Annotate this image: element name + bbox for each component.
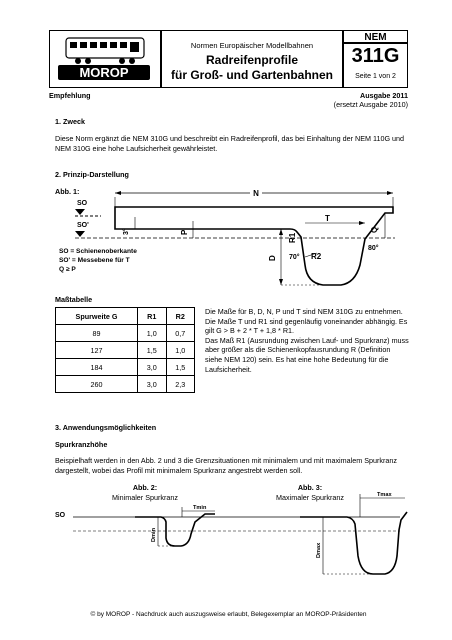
- cell-g: 89: [56, 325, 138, 342]
- tmax-label: Tmax: [377, 492, 392, 498]
- nem-label: NEM: [364, 32, 387, 43]
- dim-p: P: [180, 229, 189, 235]
- so2-marker: [75, 231, 85, 237]
- cell-g: 260: [56, 376, 138, 393]
- section-3-text: Beispielhaft werden in den Abb. 2 und 3 die Grenzsituationen mit minimalem und mit maximalem Spurkranz dargestellt, wobei das Profil mit minimalem Spurkranz angestrebt werden soll.: [55, 456, 397, 475]
- legend-so2: SO' = Messebene für T: [59, 257, 130, 264]
- page-title: Radreifenprofile: [205, 53, 298, 67]
- cell-g: 184: [56, 359, 138, 376]
- dmin-label: Dmin: [151, 528, 157, 542]
- dim-q: Q: [370, 226, 379, 233]
- radius-2: R2: [311, 252, 322, 261]
- table-row: [56, 342, 195, 359]
- header-r2: R2: [166, 308, 195, 325]
- legend-so: SO = Schienenoberkante: [59, 248, 137, 255]
- table-row: [56, 325, 195, 342]
- angle-80: 80°: [368, 245, 379, 252]
- edition-note: (ersetzt Ausgabe 2010): [333, 100, 408, 109]
- abb3-label: Abb. 3:: [297, 483, 323, 492]
- cell-r1: 1,0: [138, 325, 166, 342]
- radius-1: R1: [288, 232, 297, 243]
- note-1: Die Maße für B, D, N, P und T sind NEM 310G zu entnehmen.: [205, 307, 403, 316]
- header-r1: R1: [138, 308, 166, 325]
- abb2-label: Abb. 2:: [132, 483, 158, 492]
- section-3-subtitle: Spurkranzhöhe: [55, 440, 108, 449]
- cell-r2: 0,7: [166, 325, 195, 342]
- status-label: Empfehlung: [49, 91, 91, 100]
- cell-g: 127: [56, 342, 138, 359]
- flange-diagrams: [55, 490, 410, 590]
- so-label: SO: [77, 200, 88, 207]
- so-marker: [75, 209, 85, 215]
- dim-d: D: [268, 255, 277, 261]
- angle-70: 70°: [289, 254, 300, 261]
- wheel-profile: [115, 207, 393, 285]
- cell-r2: 2,3: [166, 376, 195, 393]
- section-2-title: 2. Prinzip-Darstellung: [55, 170, 129, 179]
- legend-q: Q ≥ P: [59, 266, 76, 273]
- footer-text: © by MOROP - Nachdruck auch auszugsweise erlaubt, Belegexemplar an MOROP-Präsidenten: [90, 611, 367, 618]
- notes-block: [205, 307, 409, 374]
- morop-logo: [52, 34, 156, 84]
- note-3: Das Maß R1 (Ausrundung zwischen Lauf- und Spurkranz) muss aber größer als die Schienenkopfausrundung R (Definition siehe NEM 120) sein. Es hat eine hohe Bedeutung für die Laufsicherheit.: [205, 335, 409, 374]
- page-subtitle: für Groß- und Gartenbahnen: [171, 68, 333, 82]
- abb3-caption: Maximaler Spurkranz: [276, 493, 344, 502]
- logo-text: MOROP: [79, 65, 129, 80]
- so2-label: SO': [77, 222, 89, 229]
- header-spurweite: Spurweite G: [56, 308, 138, 325]
- section-3-title: 3. Anwendungsmöglichkeiten: [55, 423, 157, 432]
- abb2-caption: Minimaler Spurkranz: [112, 493, 178, 502]
- header-org: Normen Europäischer Modellbahnen: [190, 41, 314, 50]
- section-1-title: 1. Zweck: [55, 117, 85, 126]
- angle-3: 3°: [123, 228, 130, 235]
- nem-number: 311G: [351, 45, 400, 67]
- abb1-label: Abb. 1:: [55, 187, 80, 196]
- cell-r2: 1,5: [166, 359, 195, 376]
- note-2: Die Maße T und R1 sind gegenläufig voneinander abhängig. Es gilt G > B + 2 * T + 1,8 * R1.: [205, 316, 408, 336]
- table-row: [56, 376, 195, 393]
- cell-r1: 1,5: [138, 342, 166, 359]
- profile-diagram: [55, 185, 410, 290]
- table-row: [56, 359, 195, 376]
- so-label-2: SO: [55, 512, 66, 519]
- edition-label: Ausgabe 2011: [360, 91, 408, 100]
- dmax-label: Dmax: [316, 542, 322, 558]
- table-header-row: [56, 308, 195, 325]
- page-number: Seite 1 von 2: [355, 73, 396, 80]
- table-title: Maßtabelle: [55, 295, 93, 304]
- cell-r2: 1,0: [166, 342, 195, 359]
- dim-n: N: [253, 189, 259, 198]
- profile-min: [135, 514, 215, 546]
- dimension-table: [55, 307, 195, 393]
- dim-t: T: [325, 214, 330, 223]
- section-1-text: Diese Norm ergänzt die NEM 310G und beschreibt ein Radreifenprofil, das bei Einhaltung der NEM 110G und NEM 310G eine hohe Laufsicherheit gewährleistet.: [55, 134, 405, 153]
- tmin-label: Tmin: [193, 505, 207, 511]
- cell-r1: 3,0: [138, 359, 166, 376]
- cell-r1: 3,0: [138, 376, 166, 393]
